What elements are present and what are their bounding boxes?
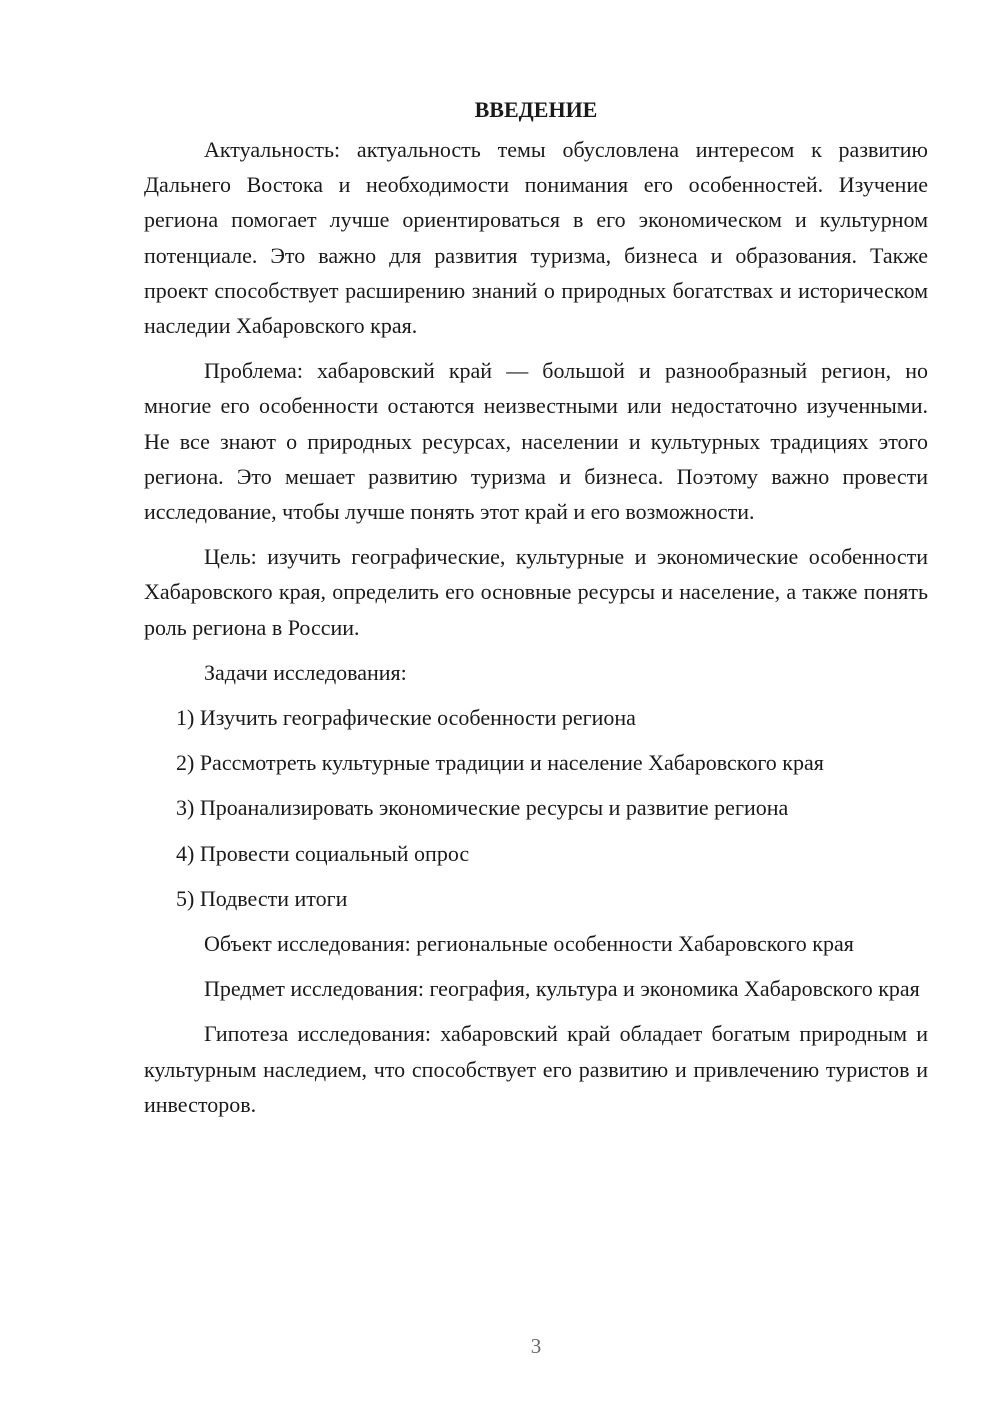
problem-paragraph: Проблема: хабаровский край — большой и разнообразный регион, но многие его особенности остаются неизвестными или недостаточно изученными. Не все знают о природных ресурсах, населении и культурных традициях этого региона. Это мешает развитию туризма и бизнеса. Поэтому важно провести исследование, чтобы лучше понять этот край и его возможности.	[144, 358, 928, 525]
relevance-paragraph: Актуальность: актуальность темы обусловлена интересом к развитию Дальнего Востока и необходимости понимания его особенностей. Изучение региона помогает лучше ориентироваться в его экономическом и культурном потенциале. Это важно для развития туризма, бизнеса и образования. Также проект способствует расширению знаний о природных богатствах и историческом наследии Хабаровского края.	[144, 137, 928, 339]
task-item-4: 4) Провести социальный опрос	[176, 840, 470, 866]
page-content	[144, 90, 928, 1132]
subject-paragraph: Предмет исследования: география, культура и экономика Хабаровского края	[204, 976, 920, 1002]
task-item-5: 5) Подвести итоги	[176, 885, 348, 911]
page-number: 3	[530, 1334, 542, 1358]
task-item-3: 3) Проанализировать экономические ресурсы и развитие региона	[176, 795, 789, 821]
page-title: ВВЕДЕНИЕ	[474, 97, 598, 122]
object-paragraph: Объект исследования: региональные особенности Хабаровского края	[204, 931, 854, 957]
tasks-list	[144, 700, 928, 916]
goal-paragraph: Цель: изучить географические, культурные и экономические особенности Хабаровского края, определить его основные ресурсы и население, а также понять роль региона в России.	[144, 544, 928, 640]
tasks-heading: Задачи исследования:	[204, 659, 407, 685]
hypothesis-paragraph: Гипотеза исследования: хабаровский край обладает богатым природным и культурным наследием, что способствует его развитию и привлечению туристов и инвесторов.	[144, 1021, 928, 1117]
task-item-1: 1) Изучить географические особенности региона	[176, 705, 636, 731]
task-item-2: 2) Рассмотреть культурные традиции и население Хабаровского края	[176, 750, 824, 776]
